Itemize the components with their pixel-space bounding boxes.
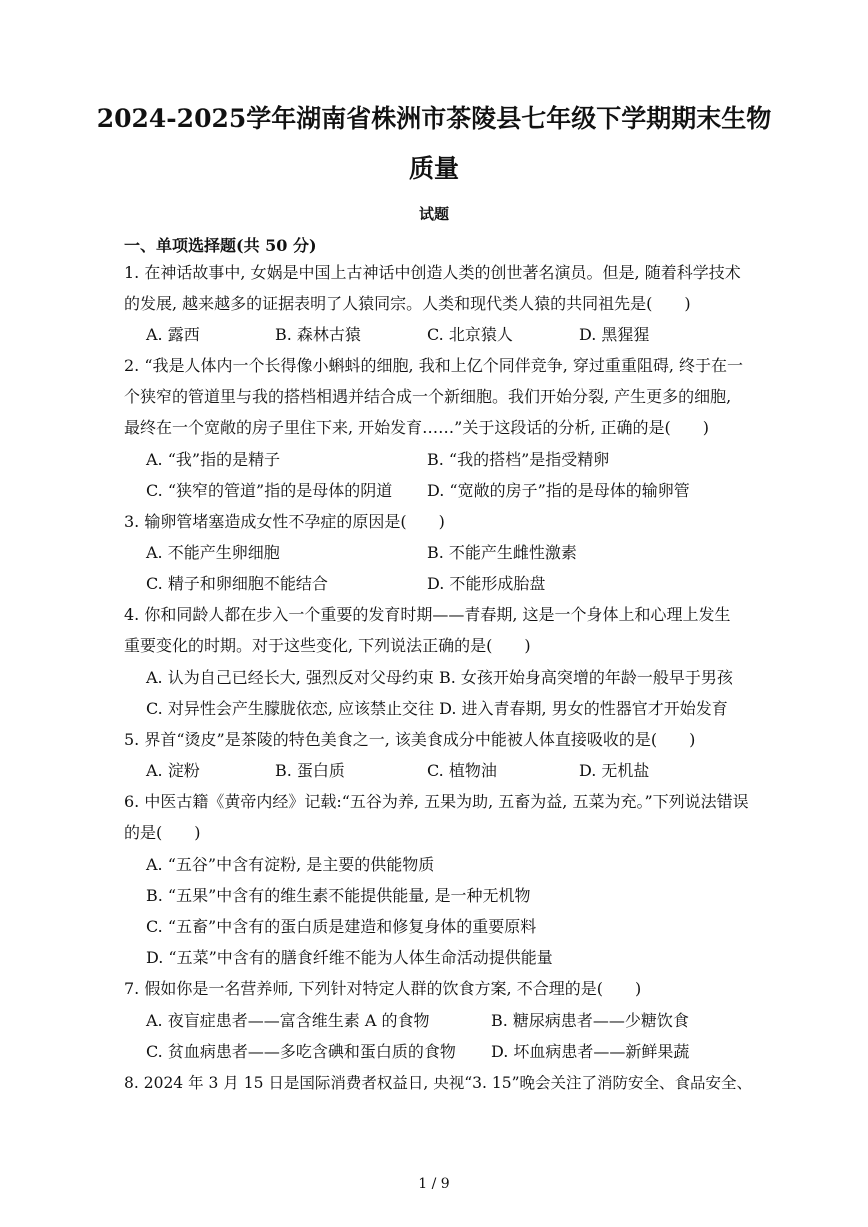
q6-option-a: A. “五谷”中含有淀粉, 是主要的供能物质	[146, 855, 435, 874]
q7-option-d: D. 坏血病患者——新鲜果蔬	[491, 1042, 690, 1061]
q1-option-d: D. 黑猩猩	[579, 325, 650, 344]
q6-line1: 6. 中医古籍《黄帝内经》记载:“五谷为养, 五果为助, 五畜为益, 五菜为充。”下列说法错误	[124, 792, 749, 811]
q2-line1: 2. “我是人体内一个长得像小蝌蚪的细胞, 我和上亿个同伴竞争, 穿过重重阻碍, 终于在一	[124, 356, 744, 375]
q5-option-b: B. 蛋白质	[275, 761, 345, 780]
q2-line3: 最终在一个宽敞的房子里住下来, 开始发育……”关于这段话的分析, 正确的是( )	[124, 418, 710, 437]
q6-option-b: B. “五果”中含有的维生素不能提供能量, 是一种无机物	[146, 886, 531, 905]
q1-line2: 的发展, 越来越多的证据表明了人猿同宗。人类和现代类人猿的共同祖先是( )	[124, 294, 691, 313]
q2-line2: 个狭窄的管道里与我的搭档相遇并结合成一个新细胞。我们开始分裂, 产生更多的细胞,	[124, 387, 732, 406]
q5-option-d: D. 无机盐	[579, 761, 650, 780]
q4-options-cd: C. 对异性会产生朦胧依恋, 应该禁止交往 D. 进入青春期, 男女的性器官才开始发育	[146, 699, 728, 718]
q8-line1: 8. 2024 年 3 月 15 日是国际消费者权益日, 央视“3. 15”晚会关注了消防安全、食品安全、	[124, 1074, 753, 1092]
q3-option-a: A. 不能产生卵细胞	[146, 543, 280, 562]
q1-option-b: B. 森林古猿	[275, 325, 361, 344]
q6-option-d: D. “五菜”中含有的膳食纤维不能为人体生命活动提供能量	[146, 948, 553, 967]
q7-option-b: B. 糖尿病患者——少糖饮食	[491, 1011, 689, 1030]
q5-option-c: C. 植物油	[427, 761, 497, 780]
q1-option-a: A. 露西	[146, 325, 200, 344]
q4-line1: 4. 你和同龄人都在步入一个重要的发育时期——青春期, 这是一个身体上和心理上发生	[124, 605, 731, 624]
q2-option-c: C. “狭窄的管道”指的是母体的阴道	[146, 481, 393, 500]
q6-option-c: C. “五畜”中含有的蛋白质是建造和修复身体的重要原料	[146, 917, 537, 936]
q3-option-b: B. 不能产生雌性激素	[427, 543, 577, 562]
q1-option-c: C. 北京猿人	[427, 325, 513, 344]
q3-line1: 3. 输卵管堵塞造成女性不孕症的原因是( )	[124, 512, 445, 531]
q7-option-c: C. 贫血病患者——多吃含碘和蛋白质的食物	[146, 1042, 456, 1061]
q2-option-d: D. “宽敞的房子”指的是母体的输卵管	[427, 481, 690, 500]
q5-line1: 5. 界首“烫皮”是茶陵的特色美食之一, 该美食成分中能被人体直接吸收的是( )	[124, 730, 696, 749]
q2-option-b: B. “我的搭档”是指受精卵	[427, 450, 610, 469]
q7-option-a: A. 夜盲症患者——富含维生素 A 的食物	[146, 1011, 430, 1030]
q3-option-d: D. 不能形成胎盘	[427, 574, 546, 593]
q7-line1: 7. 假如你是一名营养师, 下列针对特定人群的饮食方案, 不合理的是( )	[124, 979, 642, 998]
section-heading: 一、单项选择题(共 50 分)	[124, 236, 317, 255]
page-number: 1 / 9	[418, 1176, 450, 1192]
q4-options-ab: A. 认为自己已经长大, 强烈反对父母约束 B. 女孩开始身高突增的年龄一般早于男孩	[146, 668, 733, 687]
q3-option-c: C. 精子和卵细胞不能结合	[146, 574, 328, 593]
doc-title-line2: 质量	[408, 154, 459, 183]
doc-subtitle: 试题	[418, 205, 449, 223]
q5-option-a: A. 淀粉	[146, 761, 200, 780]
doc-title-line1: 2024-2025学年湖南省株洲市茶陵县七年级下学期期末生物	[96, 104, 772, 133]
q4-line2: 重要变化的时期。对于这些变化, 下列说法正确的是( )	[124, 636, 531, 655]
q6-line2: 的是( )	[124, 823, 201, 842]
q2-option-a: A. “我”指的是精子	[146, 450, 281, 469]
q1-line1: 1. 在神话故事中, 女娲是中国上古神话中创造人类的创世著名演员。但是, 随着科学技术	[124, 263, 741, 282]
